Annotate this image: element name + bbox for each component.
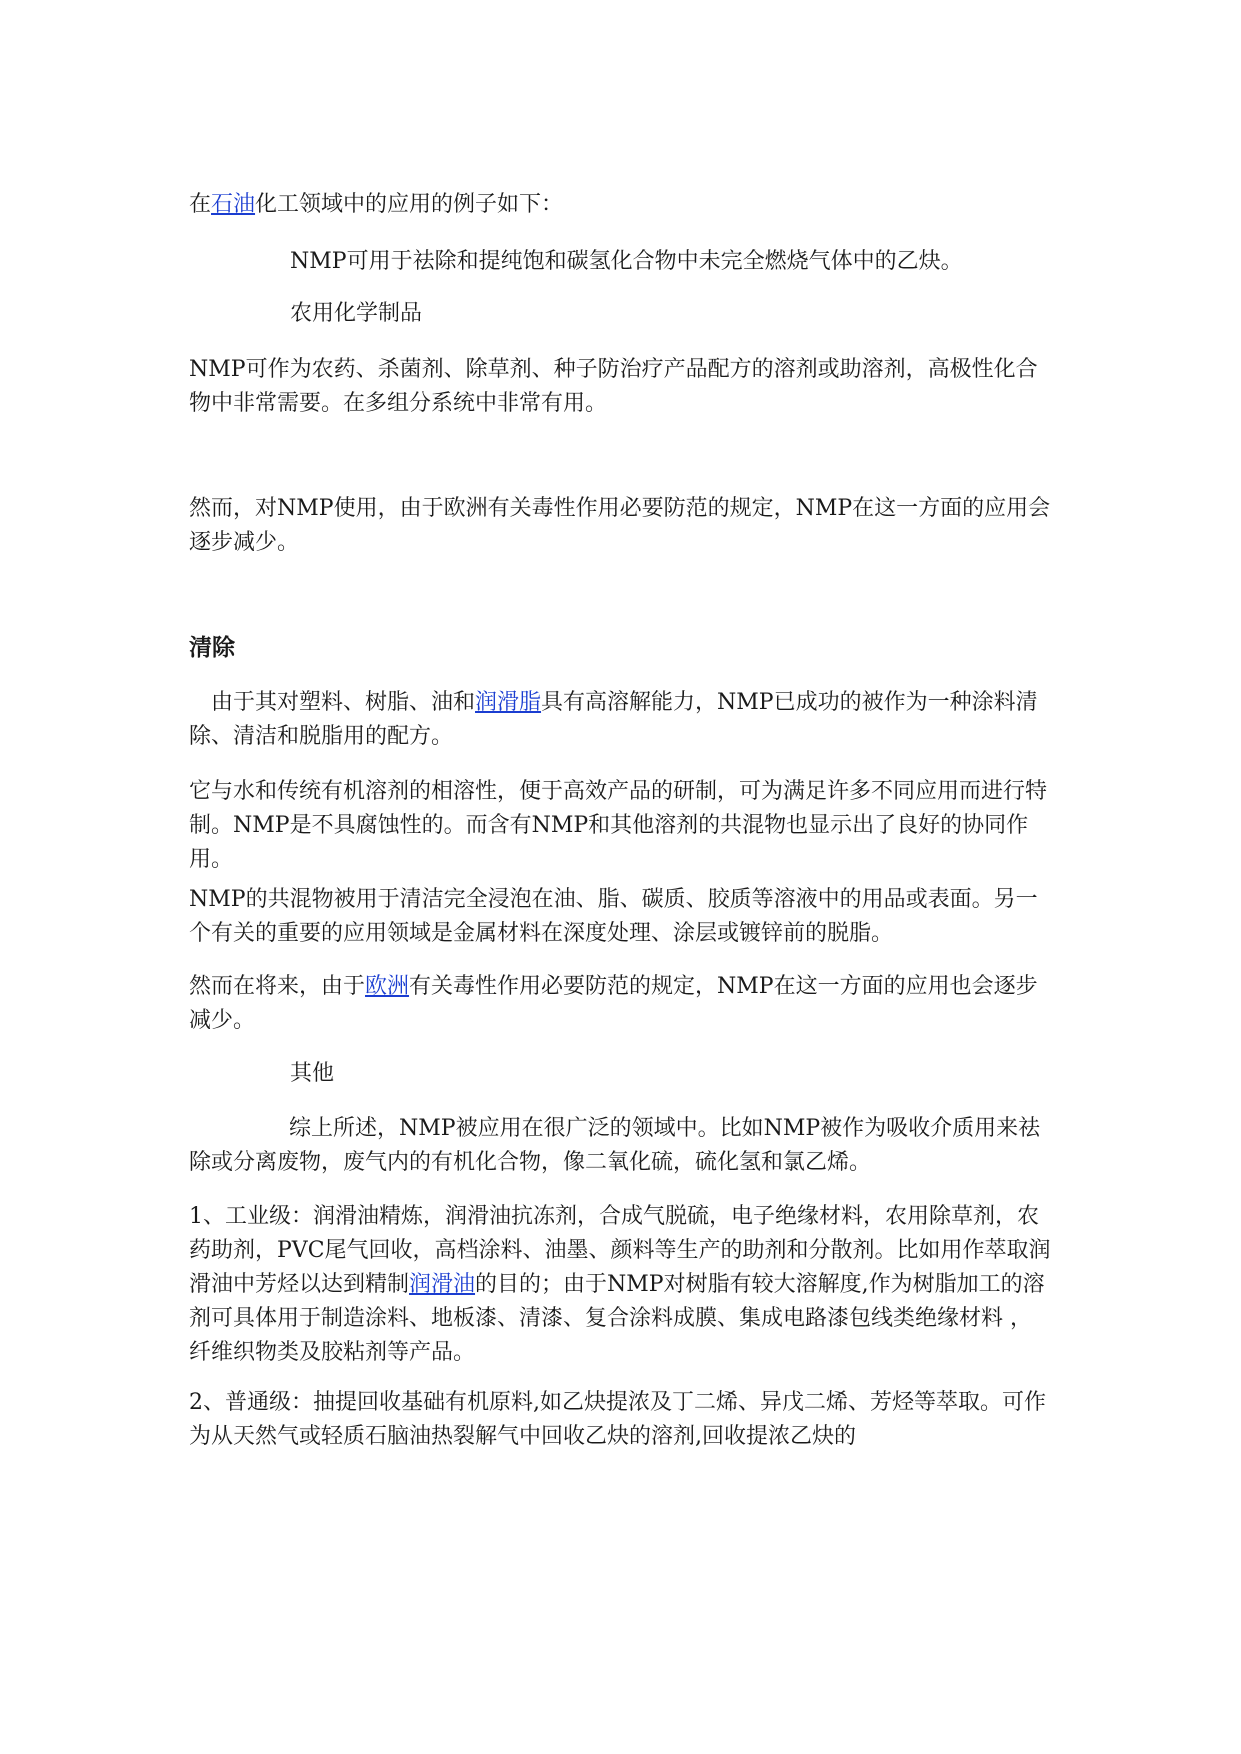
text-segment: 然而在将来，由于 [189,974,366,999]
paragraph-industrial-grade [189,1200,1055,1370]
link-lubricating-oil[interactable]: 润滑油 [409,1272,476,1297]
text-segment: 的目的；由于NMP对树脂有较大溶解度,作为树脂加工的溶剂可具体用于制造涂料、地板漆、清漆、复合涂料成膜、集成电路漆包线类绝缘材料 ， 纤维织物类及胶粘剂等产品。 [189,1272,1045,1365]
text-segment: 在 [189,192,212,217]
paragraph-agrochemical-title: 农用化学制品 [290,301,423,326]
paragraph-ordinary-grade: 2、普通级：抽提回收基础有机原料,如乙炔提浓及丁二烯、异戊二烯、芳烃等萃取。可作为从天然气或轻质石脑油热裂解气中回收乙炔的溶剂,回收提浓乙炔的 [189,1390,1046,1449]
paragraph-other-title: 其他 [290,1061,335,1086]
paragraph-blends: NMP的共混物被用于清洁完全浸泡在油、脂、碳质、胶质等溶液中的用品或表面。另一个有关的重要的应用领域是金属材料在深度处理、涂层或镀锌前的脱脂。 [189,887,1038,946]
paragraph-petrochemical-intro [189,188,1055,222]
text-segment: 1、工业级：润滑油精炼，润滑油抗冻剂，合成气脱硫，电子绝缘材料，农用除草剂，农药助剂，PVC尾气回收，高档涂料、油墨、颜料等生产的助剂和分散剂。比如用作萃取润滑油中芳烃以达到精制 [189,1204,1051,1297]
paragraph-regulation-note: 然而，对NMP使用，由于欧洲有关毒性作用必要防范的规定，NMP在这一方面的应用会逐步减少。 [189,496,1051,555]
paragraph-solubility: 它与水和传统有机溶剂的相溶性，便于高效产品的研制，可为满足许多不同应用而进行特制。NMP是不具腐蚀性的。而含有NMP和其他溶剂的共混物也显示出了良好的协同作用。 [189,779,1048,872]
text-segment: 化工领域中的应用的例子如下： [255,192,564,217]
paragraph-cleaning-intro [189,686,1055,754]
text-segment: 有关毒性作用必要防范的规定，NMP在这一方面的应用也会逐步减少。 [189,974,1038,1033]
link-petroleum[interactable]: 石油 [211,192,256,217]
link-europe[interactable]: 欧洲 [365,974,410,999]
text-segment: 由于其对塑料、树脂、油和 [211,690,476,715]
text-segment: 具有高溶解能力，NMP已成功的被作为一种涂料清除、清洁和脱脂用的配方。 [189,690,1038,749]
section-heading-cleaning: 清除 [189,635,235,661]
paragraph-summary: 综上所述，NMP被应用在很广泛的领域中。比如NMP被作为吸收介质用来祛除或分离废物，废气内的有机化合物，像二氧化硫，硫化氢和氯乙烯。 [189,1116,1041,1175]
link-lubricating-grease[interactable]: 润滑脂 [475,690,542,715]
paragraph-future-regulation [189,970,1055,1038]
paragraph-acetylene-removal: NMP可用于祛除和提纯饱和碳氢化合物中未完全燃烧气体中的乙炔。 [290,249,963,274]
paragraph-agrochemical-use: NMP可作为农药、杀菌剂、除草剂、种子防治疗产品配方的溶剂或助溶剂，高极性化合物中非常需要。在多组分系统中非常有用。 [189,357,1038,416]
